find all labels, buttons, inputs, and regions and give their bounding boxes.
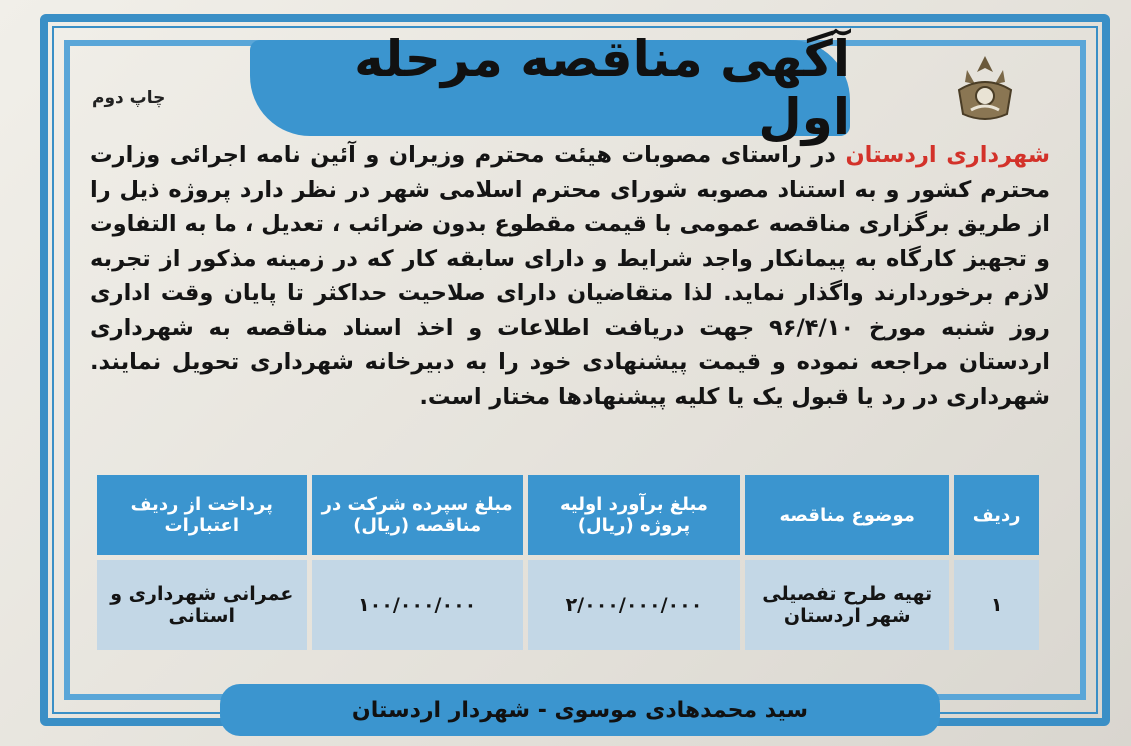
footer-banner (220, 684, 940, 736)
notice-body-text: در راستای مصوبات هیئت محترم وزیران و آئین نامه اجرائی وزارت محترم کشور و به استناد مصوبه شورای محترم اسلامی شهر در نظر دارد پروژه ذیل را از طریق برگزاری مناقصه عمومی با قیمت مقطوع بدون ضرائب ، تعدیل ، ما به التفاوت و تجهیز کارگاه به پیمانکار واجد شرایط و دارای سابقه کار که در زمینه مذکور از تجربه لازم برخوردارند واگذار نماید. لذا متقاضیان دارای صلاحیت حداکثر تا پایان وقت اداری روز شنبه مورخ ۹۶/۴/۱۰ جهت دریافت اطلاعات و اخذ اسناد مناقصه به شهرداری اردستان مراجعه نموده و قیمت پیشنهادی خود را به دبیرخانه شهرداری تحویل نمایند. شهرداری در رد یا قبول یک یا کلیه پیشنهادها مختار است. (90, 142, 1050, 410)
header-row-number: ردیف (954, 475, 1039, 555)
header-funding: پرداخت از ردیف اعتبارات (97, 475, 307, 555)
header-estimate: مبلغ برآورد اولیه پروژه (ریال) (528, 475, 740, 555)
tender-table (92, 470, 1044, 655)
cell-deposit: ۱۰۰/۰۰۰/۰۰۰ (312, 560, 523, 650)
print-edition-label: چاپ دوم (92, 88, 166, 108)
cell-subject: تهیه طرح تفصیلی شهر اردستان (745, 560, 949, 650)
municipality-logo-icon (945, 50, 1025, 130)
header-deposit: مبلغ سپرده شرکت در مناقصه (ریال) (312, 475, 523, 555)
signature: سید محمدهادی موسوی - شهردار اردستان (351, 697, 809, 723)
table-header-row (97, 475, 1039, 555)
cell-funding: عمرانی شهرداری و استانی (97, 560, 307, 650)
cell-estimate: ۲/۰۰۰/۰۰۰/۰۰۰ (528, 560, 740, 650)
cell-row-number: ۱ (954, 560, 1039, 650)
header-subject: موضوع مناقصه (745, 475, 949, 555)
notice-body (90, 138, 1050, 414)
organization-name: شهرداری اردستان (845, 142, 1050, 168)
title-banner (250, 30, 850, 146)
notice-title: آگهی مناقصه مرحله اول (354, 30, 850, 146)
table-row (97, 560, 1039, 650)
